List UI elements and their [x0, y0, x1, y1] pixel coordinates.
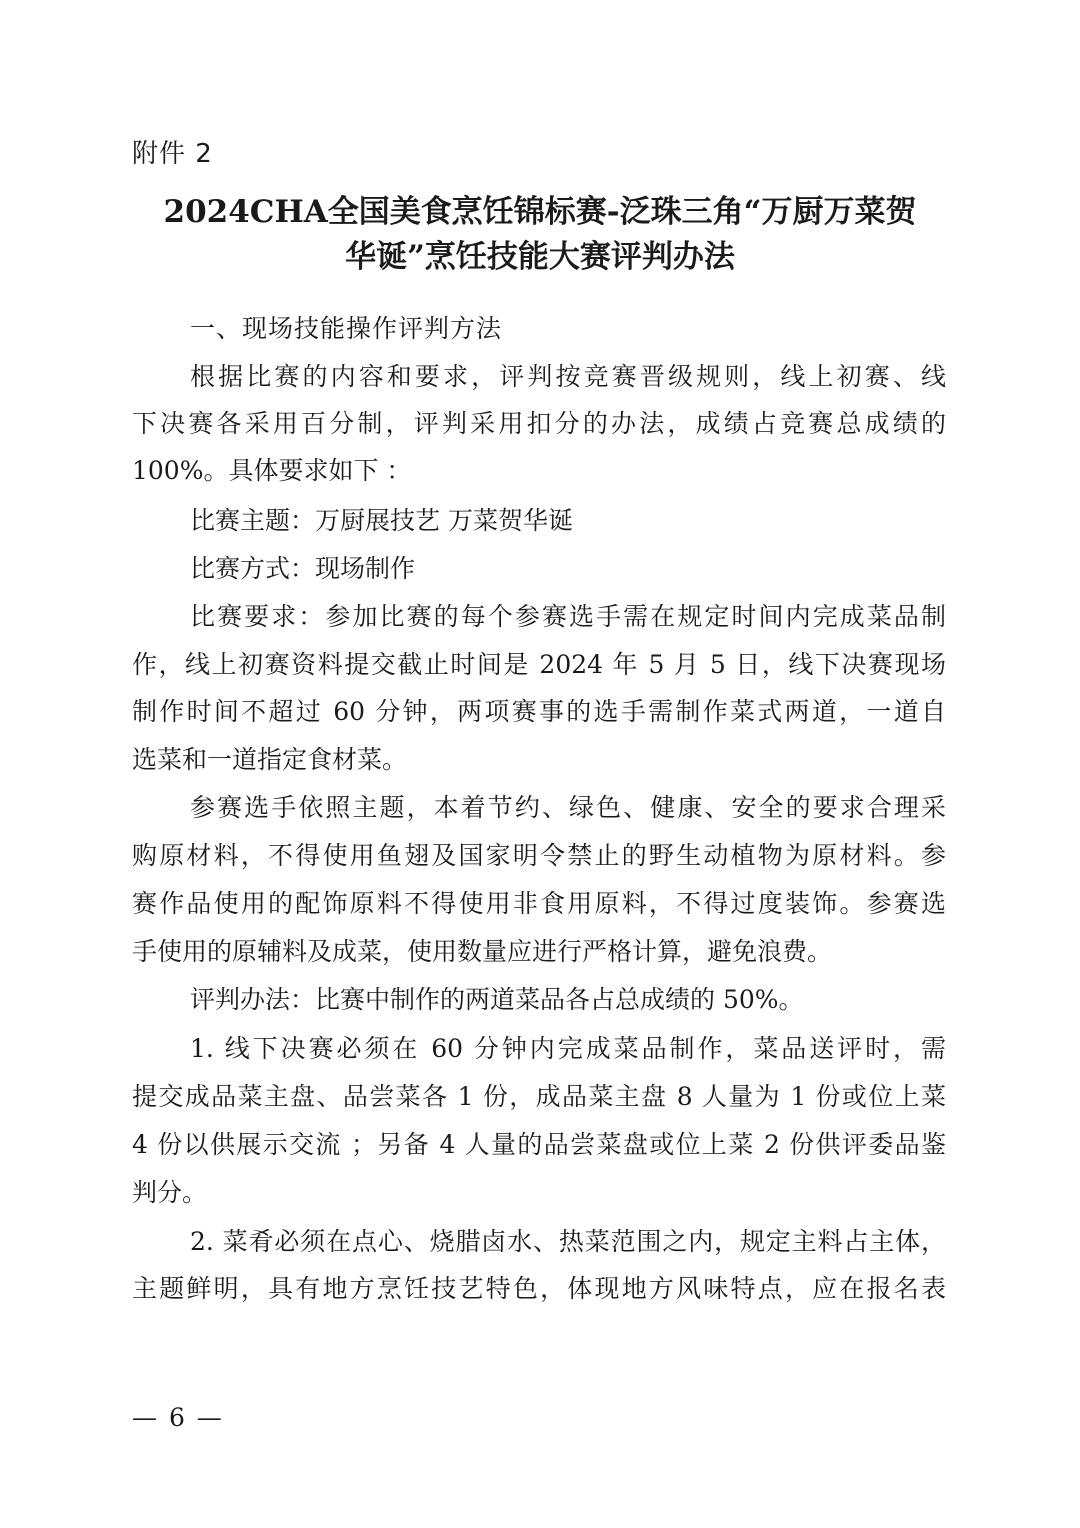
body-line: 判分。	[132, 1178, 208, 1207]
body-line: 1. 线下决赛必须在 60 分钟内完成菜品制作，菜品送评时，需	[190, 1034, 946, 1063]
body-line: 赛作品使用的配饰原料不得使用非食用原料，不得过度装饰。参赛选	[132, 889, 946, 918]
body-line: 根据比赛的内容和要求，评判按竞赛晋级规则，线上初赛、线	[190, 362, 946, 391]
body-line: 下决赛各采用百分制，评判采用扣分的办法，成绩占竞赛总成绩的	[132, 409, 946, 438]
page-number: — 6 —	[132, 1403, 224, 1432]
section-heading: 一、现场技能操作评判方法	[190, 314, 503, 343]
body-line: 4 份以供展示交流 ；另备 4 人量的品尝菜盘或位上菜 2 份供评委品鉴	[132, 1130, 946, 1159]
body-line: 制作时间不超过 60 分钟，两项赛事的选手需制作菜式两道，一道自	[132, 697, 946, 726]
body-line: 购原材料，不得使用鱼翅及国家明令禁止的野生动植物为原材料。参	[132, 841, 946, 870]
body-line: 手使用的原辅料及成菜，使用数量应进行严格计算，避免浪费。	[132, 937, 833, 966]
body-line: 比赛主题：万厨展技艺 万菜贺华诞	[190, 506, 573, 535]
document-title-line-1: 2024CHA全国美食烹饪锦标赛-泛珠三角“万厨万菜贺	[163, 194, 917, 230]
body-line: 参赛选手依照主题，本着节约、绿色、健康、安全的要求合理采	[190, 793, 946, 822]
body-line: 作，线上初赛资料提交截止时间是 2024 年 5 月 5 日，线下决赛现场	[132, 650, 946, 679]
body-line: 评判办法：比赛中制作的两道菜品各占总成绩的 50%。	[190, 985, 804, 1014]
body-line: 主题鲜明，具有地方烹饪技艺特色，体现地方风味特点，应在报名表	[132, 1274, 946, 1303]
body-line: 比赛要求：参加比赛的每个参赛选手需在规定时间内完成菜品制	[190, 602, 946, 631]
body-line: 提交成品菜主盘、品尝菜各 1 份，成品菜主盘 8 人量为 1 份或位上菜	[132, 1082, 946, 1111]
body-line: 选菜和一道指定食材菜。	[132, 745, 408, 774]
body-line: 2. 菜肴必须在点心、烧腊卤水、热菜范围之内，规定主料占主体，	[190, 1227, 946, 1256]
attachment-label: 附件 2	[132, 139, 213, 169]
body-line: 100%。具体要求如下 ：	[132, 456, 412, 485]
body-line: 比赛方式：现场制作	[190, 554, 416, 583]
document-title-line-2: 华诞”烹饪技能大赛评判办法	[345, 239, 735, 275]
